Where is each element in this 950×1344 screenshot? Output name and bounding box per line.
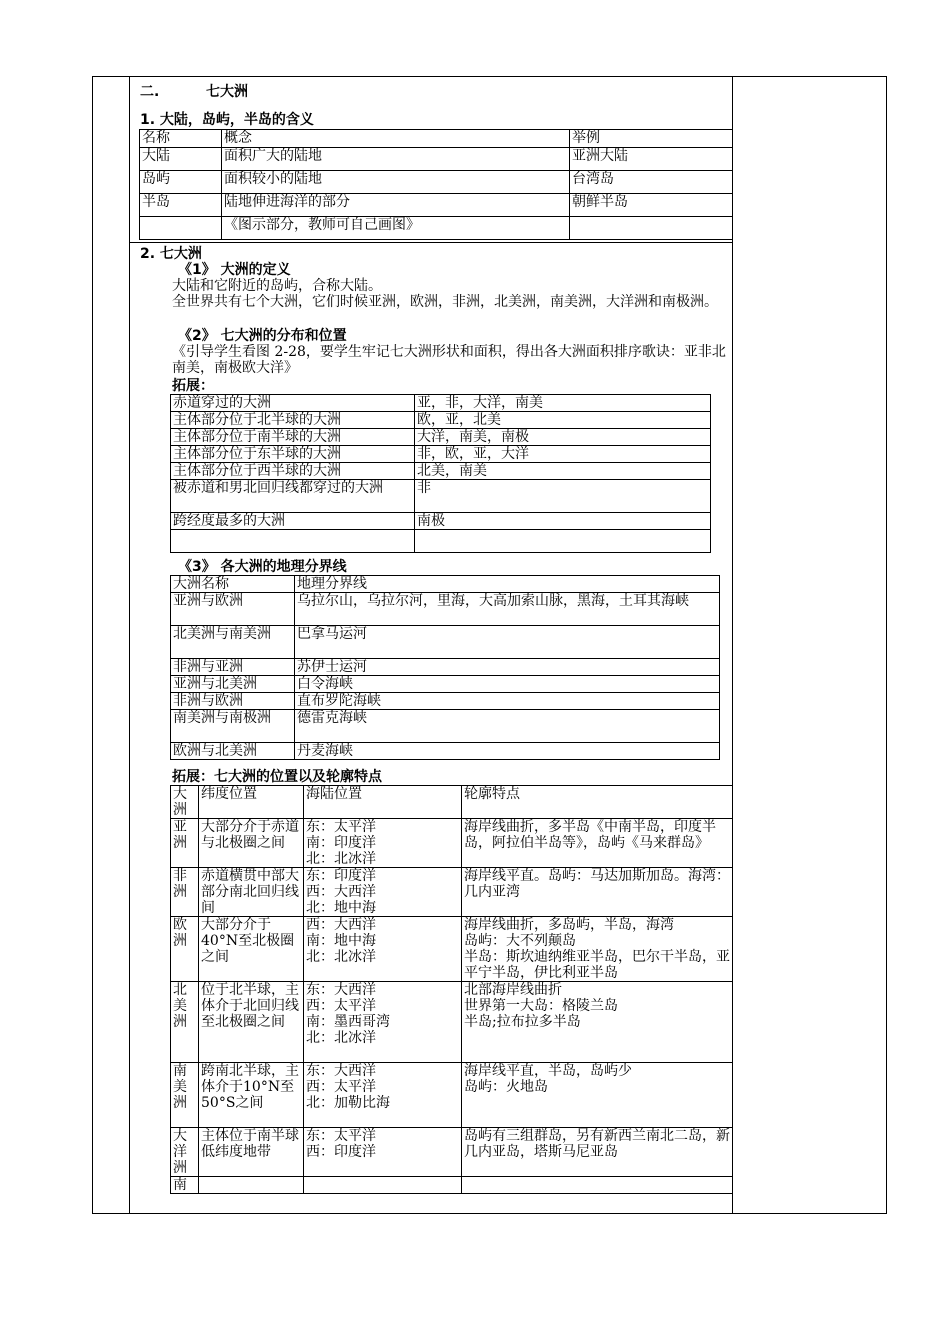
table-row [171,513,711,530]
table-cell: 岛屿有三组群岛，另有新西兰南北二岛，新几内亚岛，塔斯马尼亚岛 [462,1128,733,1177]
distribution-title: 《2》 七大洲的分布和位置 [178,328,347,344]
table-cell: 德雷克海峡 [295,710,720,743]
table-row [171,1063,733,1128]
table-row [171,1128,733,1177]
table-row [171,626,720,659]
table-row [171,917,733,982]
table-cell: 海岸线平直，半岛，岛屿少 岛屿：火地岛 [462,1063,733,1128]
table-row [171,982,733,1063]
table-cell: 欧洲 [171,917,199,982]
table-row [171,693,720,710]
table-row [171,676,720,693]
table-row [140,194,733,217]
table-cell: 欧洲与北美洲 [171,743,295,760]
table-cell: 北美，南美 [415,463,711,480]
table-cell: 半岛 [140,194,222,217]
table-row [171,446,711,463]
table-cell: 东：大西洋 西：太平洋 北：加勒比海 [304,1063,462,1128]
expand2-label: 拓展：七大洲的位置以及轮廓特点 [172,769,382,785]
table-cell: 北部海岸线曲折 世界第一大岛：格陵兰岛 半岛;拉布拉多半岛 [462,982,733,1063]
header-cell: 概念 [222,130,570,148]
frame-divider-left [129,76,130,1214]
header-cell: 地理分界线 [295,576,720,593]
table-row [171,480,711,513]
table-cell [462,1177,733,1194]
table-cell: 南极 [415,513,711,530]
table-cell: 大部分介于赤道与北极圈之间 [199,819,304,868]
hemisphere-table [170,394,711,553]
header-cell: 举例 [570,130,733,148]
table-cell: 主体位于南半球低纬度地带 [199,1128,304,1177]
table-cell: 朝鲜半岛 [570,194,733,217]
table-cell: 跨经度最多的大洲 [171,513,415,530]
table-row [171,463,711,480]
table-cell: 主体部分位于南半球的大洲 [171,429,415,446]
table-row [171,429,711,446]
subsection-title-1: 1. 大陆，岛屿，半岛的含义 [140,112,314,128]
table-cell: 被赤道和男北回归线都穿过的大洲 [171,480,415,513]
table-row [171,819,733,868]
table-cell: 东：大西洋 西：太平洋 南：墨西哥湾 北：北冰洋 [304,982,462,1063]
table-cell: 白令海峡 [295,676,720,693]
table-cell: 陆地伸进海洋的部分 [222,194,570,217]
table-cell: 苏伊士运河 [295,659,720,676]
table-cell: 大部分介于40°N至北极圈之间 [199,917,304,982]
section-title: 七大洲 [206,84,248,100]
table-cell: 主体部分位于北半球的大洲 [171,412,415,429]
definition-table [139,129,733,240]
table-cell: 非洲与亚洲 [171,659,295,676]
continent-features-table [170,785,733,1194]
table-cell: 赤道横贯中部大部分南北回归线间 [199,868,304,917]
table-cell: 大洋，南美，南极 [415,429,711,446]
table-cell [140,217,222,240]
table-row [171,395,711,412]
table-cell: 欧，亚，北美 [415,412,711,429]
table-cell [199,1177,304,1194]
boundary-title: 《3》 各大洲的地理分界线 [178,559,347,575]
table-cell: 海岸线平直。岛屿：马达加斯加岛。海湾：几内亚湾 [462,868,733,917]
table-row [171,530,711,553]
table-cell: 主体部分位于东半球的大洲 [171,446,415,463]
table-cell: 主体部分位于西半球的大洲 [171,463,415,480]
table-cell: 面积较小的陆地 [222,171,570,194]
table-cell [171,530,415,553]
table-cell: 面积广大的陆地 [222,148,570,171]
distribution-text: 《引导学生看图 2-28，要学生牢记七大洲形状和面积，得出各大洲面积排序歌诀：亚非北南美，南极欧大洋》 [172,344,726,376]
definition-line-1: 大陆和它附近的岛屿，合称大陆。 [172,278,382,294]
table-cell: 亚洲 [171,819,199,868]
expand-label: 拓展： [172,378,214,394]
table-row [171,659,720,676]
table-cell: 跨南北半球，主体介于10°N至50°S之间 [199,1063,304,1128]
header-cell: 名称 [140,130,222,148]
table-cell: 东：太平洋 南：印度洋 北：北冰洋 [304,819,462,868]
table-cell: 南美洲与南极洲 [171,710,295,743]
table-cell: 北美洲与南美洲 [171,626,295,659]
table-row [171,593,720,626]
table-header-row [171,786,733,819]
table-cell: 南美洲 [171,1063,199,1128]
header-cell: 海陆位置 [304,786,462,819]
table-cell: 大陆 [140,148,222,171]
table-cell: 直布罗陀海峡 [295,693,720,710]
table-row [171,743,720,760]
table-cell: 亚，非，大洋，南美 [415,395,711,412]
boundary-table [170,575,720,760]
header-cell: 轮廓特点 [462,786,733,819]
table-header-row [140,130,733,148]
table-cell: 海岸线曲折，多半岛《中南半岛，印度半岛，阿拉伯半岛等》，岛屿《马来群岛》 [462,819,733,868]
table-cell: 亚洲与欧洲 [171,593,295,626]
section-divider [129,242,732,243]
table-cell: 大洋洲 [171,1128,199,1177]
table-cell [570,217,733,240]
table-cell: 海岸线曲折，多岛屿，半岛，海湾 岛屿：大不列颠岛 半岛：斯坎迪纳维亚半岛，巴尔干半岛，亚平宁半岛，伊比利亚半岛 [462,917,733,982]
table-cell: 赤道穿过的大洲 [171,395,415,412]
definition-line-2: 全世界共有七个大洲，它们时候亚洲，欧洲，非洲，北美洲，南美洲，大洋洲和南极洲。 [172,294,718,310]
table-cell: 亚洲与北美洲 [171,676,295,693]
header-cell: 大洲名称 [171,576,295,593]
table-row [171,710,720,743]
table-cell: 非洲与欧洲 [171,693,295,710]
table-row [140,171,733,194]
table-cell: 南 [171,1177,199,1194]
section-number: 二. [140,84,160,100]
table-cell: 巴拿马运河 [295,626,720,659]
table-header-row [171,576,720,593]
table-cell [415,530,711,553]
table-cell: 乌拉尔山，乌拉尔河，里海，大高加索山脉，黑海，土耳其海峡 [295,593,720,626]
table-cell: 位于北半球，主体介于北回归线至北极圈之间 [199,982,304,1063]
table-row [140,217,733,240]
table-row [171,412,711,429]
table-cell: 非 [415,480,711,513]
table-cell: 北美洲 [171,982,199,1063]
table-cell: 西：大西洋 南：地中海 北：北冰洋 [304,917,462,982]
table-cell: 非洲 [171,868,199,917]
table-cell: 丹麦海峡 [295,743,720,760]
table-row [171,1177,733,1194]
table-cell: 《图示部分，教师可自己画图》 [222,217,570,240]
definition-title: 《1》 大洲的定义 [178,262,291,278]
table-cell: 东：印度洋 西：大西洋 北：地中海 [304,868,462,917]
table-cell: 岛屿 [140,171,222,194]
header-cell: 大洲 [171,786,199,819]
table-cell: 东：太平洋 西：印度洋 [304,1128,462,1177]
table-row [171,868,733,917]
subsection-title-2: 2. 七大洲 [140,246,202,262]
header-cell: 纬度位置 [199,786,304,819]
table-cell: 非，欧，亚，大洋 [415,446,711,463]
table-cell: 台湾岛 [570,171,733,194]
table-row [140,148,733,171]
table-cell: 亚洲大陆 [570,148,733,171]
table-cell [304,1177,462,1194]
